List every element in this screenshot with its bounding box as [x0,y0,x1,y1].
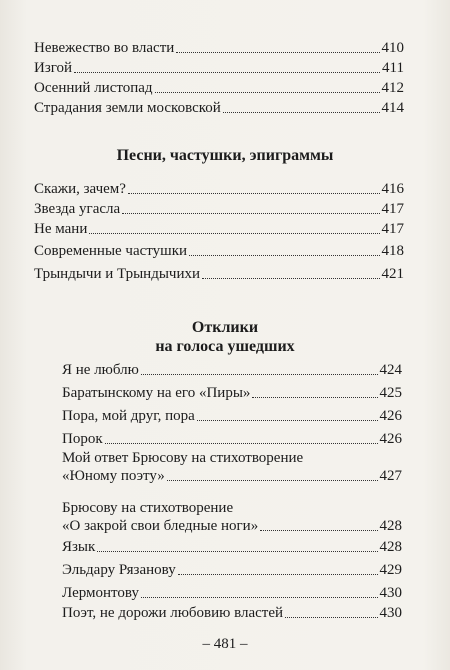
dot-leader [122,213,379,214]
toc-entry-title: Невежество во власти [34,40,175,56]
toc-entry-title: Скажи, зачем? [34,181,126,197]
toc-entry-page: 426 [379,431,402,447]
section-heading: Песни, частушки, эпиграммы [116,147,334,164]
toc-entry-multiline [62,499,402,535]
dot-leader [167,480,378,481]
toc-entry-title-line1: Мой ответ Брюсову на стихотворение [62,450,304,466]
dot-leader [176,52,379,53]
toc-entry-page: 417 [381,201,404,217]
toc-entry-title: Трындычи и Трындычихи [34,266,201,282]
toc-entry-page: 412 [381,80,404,96]
toc-entry-row [62,467,402,485]
toc-entry-title: Язык [62,539,96,555]
toc-entry [34,39,404,57]
dot-leader [155,92,380,93]
toc-entry-title: Не мани [34,221,88,237]
toc-entry-title: Изгой [34,60,73,76]
dot-leader [223,112,380,113]
dot-leader [260,530,377,531]
toc-entry-title: Я не люблю [62,362,139,378]
toc-entry [34,200,404,218]
toc-entry [62,538,402,556]
toc-entry-title: Звезда угасла [34,201,121,217]
toc-entry-multiline [62,449,402,485]
toc-entry-page: 429 [379,562,402,578]
toc-entry [62,361,402,379]
toc-entry [34,79,404,97]
toc-entry [34,242,404,260]
toc-entry-page: 416 [381,181,404,197]
toc-entry-title: Лермонтову [62,585,139,601]
toc-entry-page: 418 [381,243,404,259]
dot-leader [189,255,379,256]
toc-entry-page: 414 [381,100,404,116]
toc-entry-title: Баратынскому на его «Пиры» [62,385,251,401]
toc-entry-title: Порок [62,431,103,447]
toc-entry-page: 424 [379,362,402,378]
toc-entry-page: 428 [379,518,402,534]
dot-leader [178,574,378,575]
toc-entry-row [62,517,402,535]
toc-entry-title-line2: «Юному поэту» [62,468,165,484]
dot-leader [97,551,377,552]
toc-entry-page: 430 [379,605,402,621]
toc-entry-title: Пора, мой друг, пора [62,408,195,424]
toc-entry-page: 428 [379,539,402,555]
dot-leader [89,233,379,234]
toc-entry-page: 421 [381,266,404,282]
dot-leader [252,397,377,398]
toc-entry [62,561,402,579]
toc-entry [34,59,404,77]
toc-entry-title: Современные частушки [34,243,188,259]
toc-entry [34,99,404,117]
toc-entry [62,430,402,448]
dot-leader [141,374,378,375]
toc-entry [34,220,404,238]
toc-entry [34,180,404,198]
toc-entry-page: 417 [381,221,404,237]
toc-entry [34,265,404,283]
dot-leader [202,278,379,279]
toc-entry-title: Страдания земли московской [34,100,221,116]
toc-entry-page: 426 [379,408,402,424]
toc-entry-title: Поэт, не дорожи любовию властей [62,605,284,621]
toc-entry-title-line1: Брюсову на стихотворение [62,500,234,516]
dot-leader [285,617,377,618]
section-heading-sub: на голоса ушедших [155,338,295,355]
toc-entry-title: Осенний листопад [34,80,153,96]
toc-entry [62,384,402,402]
dot-leader [141,597,378,598]
toc-entry-page: 430 [379,585,402,601]
toc-entry-page: 427 [379,468,402,484]
toc-entry-page: 410 [381,40,404,56]
toc-entry [62,407,402,425]
toc-entry-title: Эльдару Рязанову [62,562,176,578]
toc-entry-title-line2: «О закрой свои бледные ноги» [62,518,259,534]
section-heading: Отклики [191,319,259,336]
dot-leader [74,72,380,73]
toc-entry [62,604,402,622]
dot-leader [105,443,378,444]
toc-entry [62,584,402,602]
dot-leader [128,193,380,194]
dot-leader [197,420,378,421]
page-number: – 481 – [202,636,248,652]
toc-entry-page: 411 [382,60,404,76]
toc-entry-page: 425 [379,385,402,401]
